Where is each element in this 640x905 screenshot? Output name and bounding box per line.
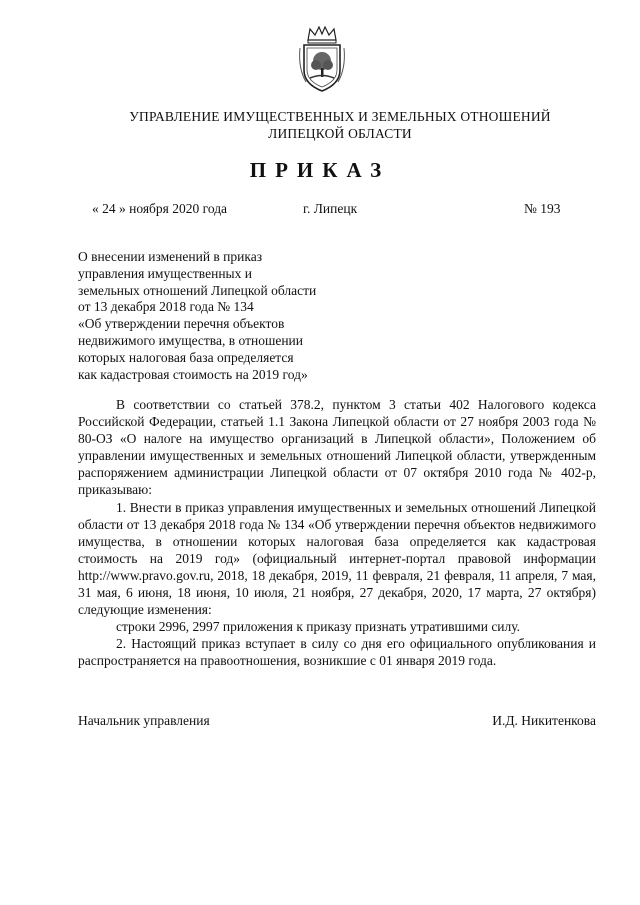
signatory-title: Начальник управления <box>78 713 210 728</box>
subject-line: от 13 декабря 2018 года № 134 <box>78 299 254 315</box>
subject-line: «Об утверждении перечня объектов <box>78 316 285 332</box>
body-paragraph-item-2: 2. Настоящий приказ вступает в силу со дня его официального опубликования и распространяется на правоотношения, возникшие с 01 января 2019 года. <box>78 636 596 669</box>
subject-line: управления имущественных и <box>78 265 252 281</box>
document-city: г. Липецк <box>303 201 358 216</box>
subject-line: О внесении изменений в приказ <box>78 249 263 264</box>
subject-line: земельных отношений Липецкой области <box>78 282 317 298</box>
signatory-name: И.Д. Никитенкова <box>492 713 596 728</box>
coat-of-arms-icon <box>296 26 348 94</box>
document-subject <box>78 249 378 383</box>
document-date: « 24 » ноября 2020 года <box>92 201 228 216</box>
issuing-authority <box>60 108 620 142</box>
authority-line-2: ЛИПЕЦКОЙ ОБЛАСТИ <box>268 126 412 141</box>
document-number: № 193 <box>524 201 561 216</box>
document-body <box>78 396 596 670</box>
document-type-title: ПРИКАЗ <box>249 158 391 182</box>
body-paragraph-item-1: 1. Внести в приказ управления имущественных и земельных отношений Липецкой области от 13 декабря 2018 года № 134 «Об утверждении перечня объектов недвижимого имущества, в отношении которых налоговая база определяется как кадастровая стоимость на 2019 год» (официальный интернет-портал правовой информации http://www.pravo.gov.ru, 2018, 18 декабря, 2019, 11 февраля, 21 февраля, 11 апреля, 7 мая, 31 мая, 6 июня, 18 июня, 10 июля, 21 ноября, 27 декабря, 2020, 17 марта, 27 октября) следующие изменения: <box>78 499 596 618</box>
body-paragraph-lines-removed: строки 2996, 2997 приложения к приказу признать утратившими силу. <box>116 619 521 635</box>
subject-line: недвижимого имущества, в отношении <box>78 332 304 348</box>
body-paragraph-preamble: В соответствии со статьей 378.2, пунктом 3 статьи 402 Налогового кодекса Российской Федерации, статьей 1.1 Закона Липецкой области от 27 ноября 2003 года № 80-ОЗ «О налоге на имущество организаций в Липецкой области», Положением об управлении имущественных и земельных отношений Липецкой области, утвержденным распоряжением администрации Липецкой области от 07 октября 2010 года № 402-р, приказываю: <box>78 397 596 498</box>
subject-line: которых налоговая база определяется <box>78 349 294 365</box>
subject-line: как кадастровая стоимость на 2019 год» <box>78 366 308 382</box>
authority-line-1: УПРАВЛЕНИЕ ИМУЩЕСТВЕННЫХ И ЗЕМЕЛЬНЫХ ОТНОШЕНИЙ <box>129 109 551 124</box>
